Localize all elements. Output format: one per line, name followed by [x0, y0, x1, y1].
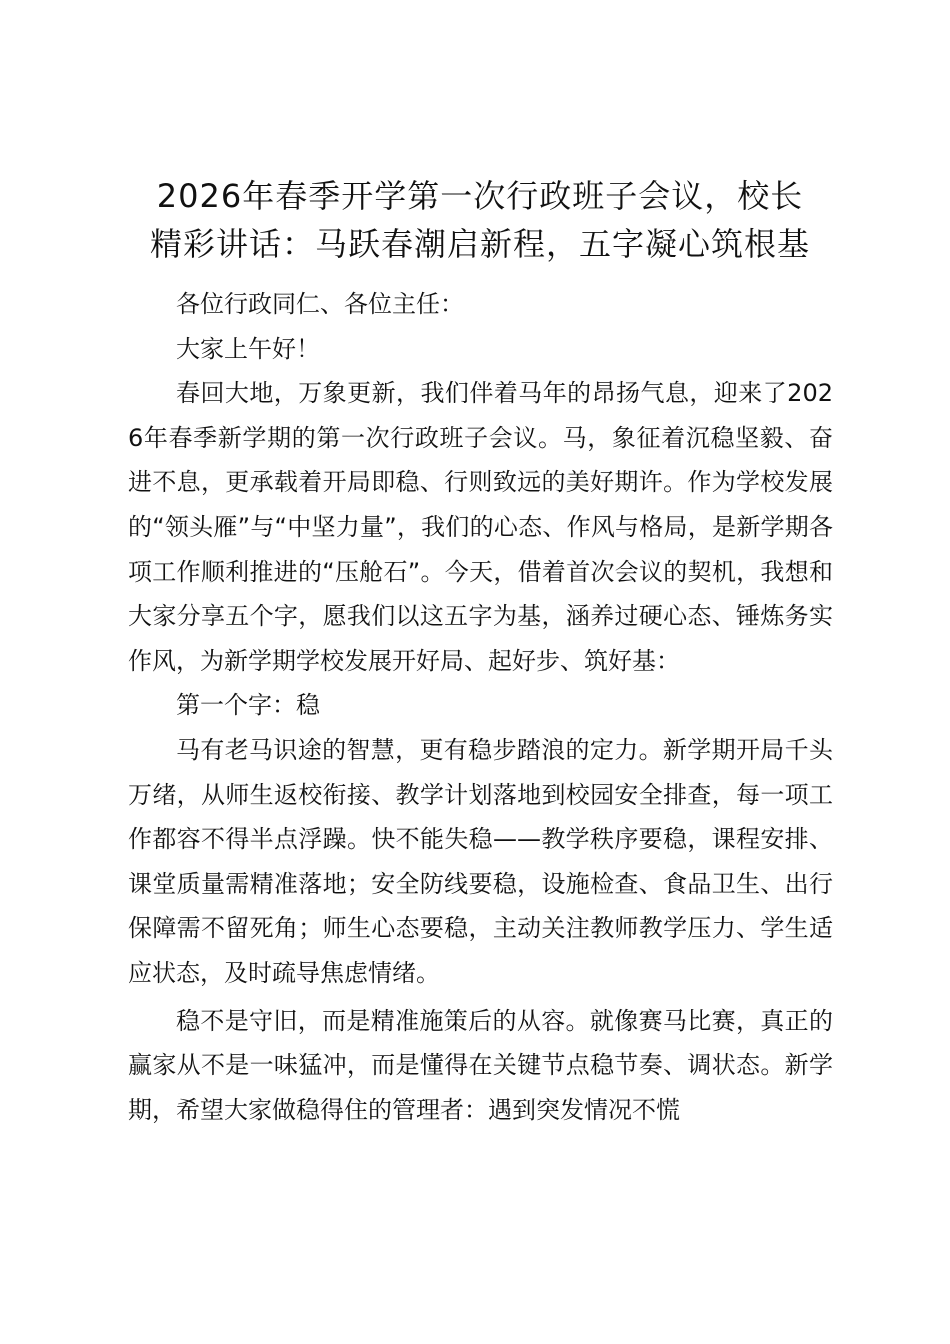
body-paragraph: 马有老马识途的智慧，更有稳步踏浪的定力。新学期开局千头万绪，从师生返校衔接、教学计划落地到校园安全排查，每一项工作都容不得半点浮躁。快不能失稳——教学秩序要稳，课程安排、课堂质量需精准落地；安全防线要稳，设施检查、食品卫生、出行保障需不留死角；师生心态要稳，主动关注教师教学压力、学生适应状态，及时疏导焦虑情绪。: [128, 735, 833, 987]
title-line-2: 精彩讲话：马跃春潮启新程，五字凝心筑根基: [149, 225, 810, 263]
document-body: [128, 282, 833, 1132]
body-paragraph: 稳不是守旧，而是精准施策后的从容。就像赛马比赛，真正的赢家从不是一味猛冲，而是懂得在关键节点稳节奏、调状态。新学期，希望大家做稳得住的管理者：遇到突发情况不慌: [128, 1006, 833, 1124]
intro-paragraph: 春回大地，万象更新，我们伴着马年的昂扬气息，迎来了2026年春季新学期的第一次行政班子会议。马，象征着沉稳坚毅、奋进不息，更承载着开局即稳、行则致远的美好期许。作为学校发展的“领头雁”与“中坚力量”，我们的心态、作风与格局，是新学期各项工作顺利推进的“压舱石”。今天，借着首次会议的契机，我想和大家分享五个字，愿我们以这五字为基，涵养过硬心态、锤炼务实作风，为新学期学校发展开好局、起好步、筑好基：: [128, 379, 833, 675]
greeting: 大家上午好！: [176, 334, 320, 363]
section-heading-first-word: 第一个字：稳: [176, 691, 320, 720]
document-title: [110, 172, 850, 268]
title-line-1: 2026年春季开学第一次行政班子会议，校长: [156, 177, 804, 215]
salutation: 各位行政同仁、各位主任：: [176, 290, 464, 318]
